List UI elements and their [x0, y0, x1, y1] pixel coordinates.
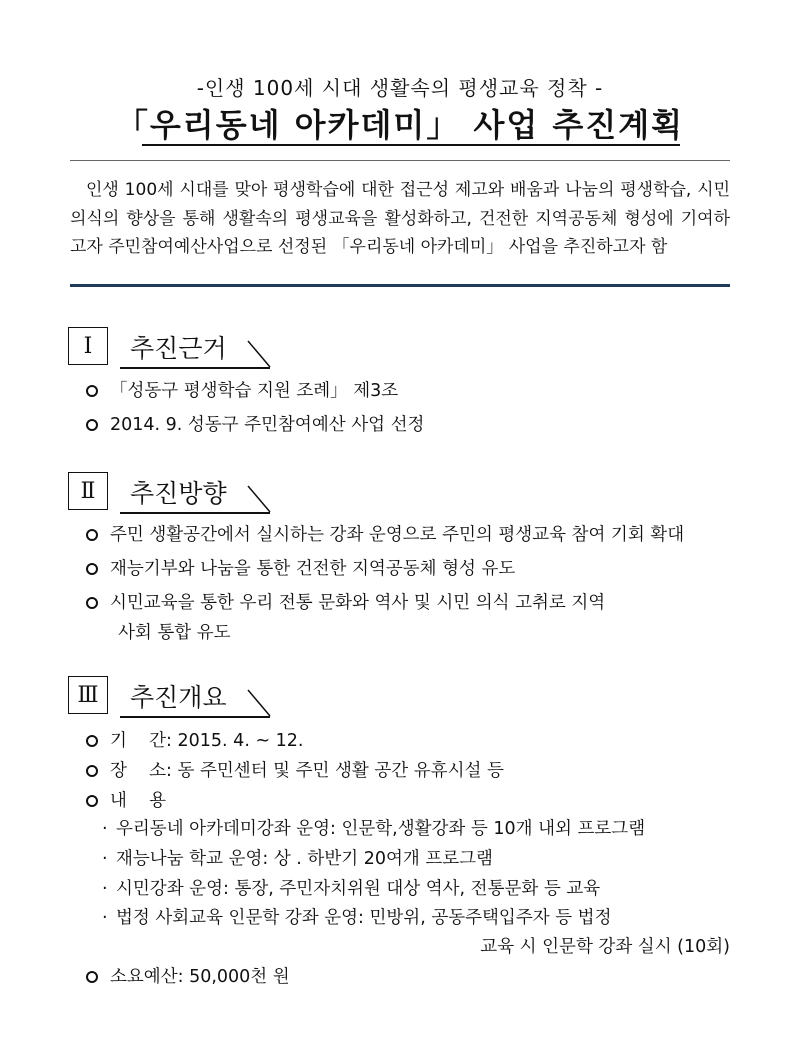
circle-bullet-icon — [86, 971, 98, 983]
middle-dot-icon: · — [102, 819, 108, 839]
section-3-number: Ⅲ — [68, 676, 108, 714]
sub-item: · 재능나눔 학교 운영: 상 . 하반기 20여개 프로그램 — [102, 845, 493, 873]
circle-bullet-icon — [86, 597, 98, 609]
diagonal-mark-icon — [246, 686, 278, 718]
intro-bottom-rule — [70, 284, 730, 287]
list-item: 시민교육을 통한 우리 전통 문화와 역사 및 시민 의식 고취로 지역 — [86, 589, 605, 617]
circle-bullet-icon — [86, 529, 98, 541]
sub-item: · 우리동네 아카데미강좌 운영: 인문학,생활강좌 등 10개 내외 프로그램 — [102, 815, 645, 843]
list-item: 장 소: 동 주민센터 및 주민 생활 공간 유휴시설 등 — [86, 757, 504, 785]
circle-bullet-icon — [86, 765, 98, 777]
list-item: 주민 생활공간에서 실시하는 강좌 운영으로 주민의 평생교육 참여 기회 확대 — [86, 521, 684, 549]
middle-dot-icon: · — [102, 879, 108, 899]
section-2-title: 추진방향 — [130, 479, 227, 508]
section-1-number: Ⅰ — [68, 327, 108, 365]
middle-dot-icon: · — [102, 908, 108, 928]
list-item-continuation: 사회 통합 유도 — [118, 623, 231, 643]
diagonal-mark-icon — [246, 337, 278, 369]
list-item: 기 간: 2015. 4. ~ 12. — [86, 727, 304, 755]
list-item: 2014. 9. 성동구 주민참여예산 사업 선정 — [86, 411, 424, 439]
document-subtitle: -인생 100세 시대 생활속의 평생교육 정착 - — [196, 76, 604, 100]
section-3-title: 추진개요 — [130, 683, 227, 712]
sub-item: · 법정 사회교육 인문학 강좌 운영: 민방위, 공동주택입주자 등 법정 — [102, 904, 612, 932]
sub-item: · 시민강좌 운영: 통장, 주민자치위원 대상 역사, 전통문화 등 교육 — [102, 875, 600, 903]
sub-item-continuation: 교육 시 인문학 강좌 실시 (10회) — [480, 937, 730, 957]
document-title: 「우리동네 아카데미」 사업 추진계획 — [115, 106, 685, 144]
circle-bullet-icon — [86, 795, 98, 807]
circle-bullet-icon — [86, 419, 98, 431]
circle-bullet-icon — [86, 563, 98, 575]
diagonal-mark-icon — [246, 482, 278, 514]
list-item: 소요예산: 50,000천 원 — [86, 963, 290, 991]
section-2-number: Ⅱ — [68, 472, 108, 510]
section-1-title: 추진근거 — [130, 334, 227, 363]
circle-bullet-icon — [86, 735, 98, 747]
intro-paragraph: 인생 100세 시대를 맞아 평생학습에 대한 접근성 제고와 배움과 나눔의 평생학습, 시민의식의 향상을 통해 생활속의 평생교육을 활성화하고, 건전한 지역공동체 형성에 기여하고자 주민참여예산사업으로 선정된 「우리동네 아카데미」 사업을 추진하고자 함 — [70, 180, 730, 257]
intro-top-rule — [70, 160, 730, 161]
middle-dot-icon: · — [102, 849, 108, 869]
list-item: 재능기부와 나눔을 통한 건전한 지역공동체 형성 유도 — [86, 555, 515, 583]
list-item: 「성동구 평생학습 지원 조례」 제3조 — [86, 377, 398, 405]
circle-bullet-icon — [86, 385, 98, 397]
list-item: 내 용 — [86, 787, 166, 815]
title-underline — [142, 144, 680, 146]
